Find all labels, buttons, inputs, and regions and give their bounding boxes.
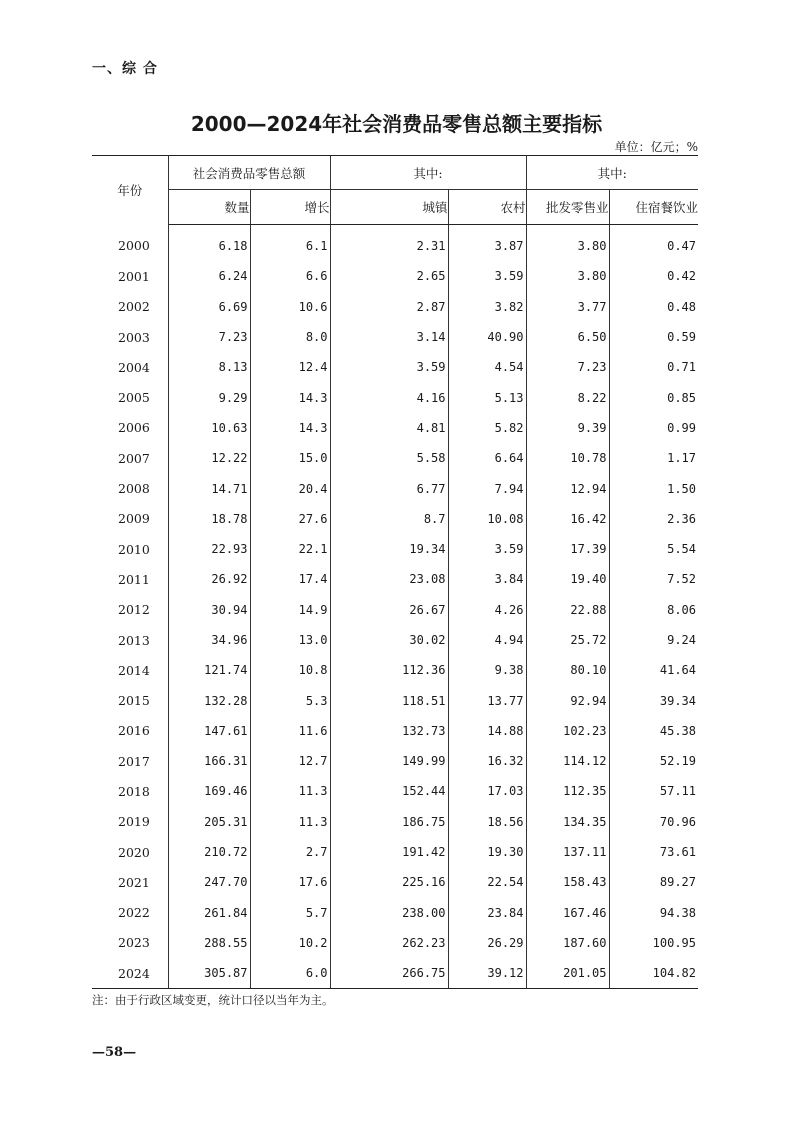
cell-year: 2013 — [92, 625, 168, 655]
cell-qty: 169.46 — [168, 776, 250, 806]
cell-year: 2002 — [92, 292, 168, 322]
cell-growth: 14.3 — [250, 413, 330, 443]
cell-hotel: 41.64 — [659, 663, 696, 678]
cell-urban: 262.23 — [330, 928, 448, 958]
cell-hotel: 8.06 — [667, 602, 696, 617]
cell-urban: 112.36 — [330, 655, 448, 685]
cell-year: 2006 — [92, 413, 168, 443]
cell-urban: 5.58 — [330, 443, 448, 473]
header-year: 年份 — [92, 156, 168, 225]
cell-hotel: 45.38 — [659, 723, 696, 738]
retail-sales-table — [92, 155, 698, 989]
cell-wholesale: 3.77 — [526, 292, 609, 322]
header-row-columns — [92, 190, 698, 225]
cell-qty: 210.72 — [168, 837, 250, 867]
header-wholesale: 批发零售业 — [526, 190, 609, 225]
cell-year: 2018 — [92, 776, 168, 806]
cell-qty: 305.87 — [168, 958, 250, 989]
cell-urban: 19.34 — [330, 534, 448, 564]
cell-hotel: 0.99 — [667, 420, 696, 435]
cell-rural: 9.38 — [448, 655, 526, 685]
cell-rural: 3.59 — [448, 261, 526, 291]
cell-growth: 5.3 — [250, 685, 330, 715]
cell-qty: 8.13 — [168, 352, 250, 382]
cell-wholesale: 6.50 — [526, 322, 609, 352]
cell-growth: 8.0 — [250, 322, 330, 352]
cell-urban: 149.99 — [330, 746, 448, 776]
cell-wholesale: 114.12 — [526, 746, 609, 776]
cell-rural: 40.90 — [448, 322, 526, 352]
table-row — [92, 928, 698, 958]
cell-rural: 7.94 — [448, 473, 526, 503]
cell-qty: 10.63 — [168, 413, 250, 443]
cell-qty: 18.78 — [168, 504, 250, 534]
cell-rural: 4.26 — [448, 595, 526, 625]
cell-year: 2003 — [92, 322, 168, 352]
cell-urban: 266.75 — [330, 958, 448, 989]
cell-wholesale: 17.39 — [526, 534, 609, 564]
cell-qty: 121.74 — [168, 655, 250, 685]
header-hotel: 住宿餐饮业 — [609, 190, 698, 225]
table-row — [92, 867, 698, 897]
table-row — [92, 898, 698, 928]
cell-growth: 15.0 — [250, 443, 330, 473]
cell-urban: 238.00 — [330, 898, 448, 928]
cell-wholesale: 12.94 — [526, 473, 609, 503]
table-row — [92, 292, 698, 322]
cell-urban: 118.51 — [330, 685, 448, 715]
cell-year: 2011 — [92, 564, 168, 594]
cell-qty: 26.92 — [168, 564, 250, 594]
cell-qty: 9.29 — [168, 382, 250, 412]
header-qty: 数量 — [168, 190, 250, 225]
cell-rural: 3.82 — [448, 292, 526, 322]
cell-rural: 5.13 — [448, 382, 526, 412]
cell-hotel: 89.27 — [659, 875, 696, 890]
cell-urban: 4.81 — [330, 413, 448, 443]
cell-urban: 8.7 — [330, 504, 448, 534]
table-row — [92, 625, 698, 655]
cell-qty: 34.96 — [168, 625, 250, 655]
cell-growth: 14.9 — [250, 595, 330, 625]
cell-qty: 147.61 — [168, 716, 250, 746]
section-label: 一、综 合 — [92, 61, 158, 77]
table-row — [92, 564, 698, 594]
cell-rural: 23.84 — [448, 898, 526, 928]
header-group-total: 社会消费品零售总额 — [168, 156, 330, 190]
cell-wholesale: 187.60 — [526, 928, 609, 958]
cell-wholesale: 9.39 — [526, 413, 609, 443]
cell-growth: 20.4 — [250, 473, 330, 503]
cell-rural: 4.94 — [448, 625, 526, 655]
cell-year: 2012 — [92, 595, 168, 625]
cell-rural: 3.59 — [448, 534, 526, 564]
cell-wholesale: 16.42 — [526, 504, 609, 534]
cell-year: 2022 — [92, 898, 168, 928]
cell-qty: 205.31 — [168, 807, 250, 837]
cell-growth: 13.0 — [250, 625, 330, 655]
cell-qty: 14.71 — [168, 473, 250, 503]
cell-rural: 3.84 — [448, 564, 526, 594]
cell-rural: 17.03 — [448, 776, 526, 806]
cell-rural: 39.12 — [448, 958, 526, 989]
cell-wholesale: 8.22 — [526, 382, 609, 412]
cell-year: 2017 — [92, 746, 168, 776]
table-row — [92, 716, 698, 746]
table-row — [92, 837, 698, 867]
cell-rural: 4.54 — [448, 352, 526, 382]
cell-year: 2001 — [92, 261, 168, 291]
cell-year: 2004 — [92, 352, 168, 382]
cell-wholesale: 19.40 — [526, 564, 609, 594]
cell-growth: 10.2 — [250, 928, 330, 958]
cell-urban: 152.44 — [330, 776, 448, 806]
cell-wholesale: 3.80 — [526, 225, 609, 262]
cell-year: 2023 — [92, 928, 168, 958]
cell-rural: 16.32 — [448, 746, 526, 776]
table-row — [92, 534, 698, 564]
cell-urban: 186.75 — [330, 807, 448, 837]
cell-growth: 6.0 — [250, 958, 330, 989]
cell-hotel: 100.95 — [652, 935, 696, 950]
header-group-area: 其中: — [330, 156, 526, 190]
cell-wholesale: 3.80 — [526, 261, 609, 291]
cell-rural: 14.88 — [448, 716, 526, 746]
header-growth: 增长 — [250, 190, 330, 225]
cell-year: 2019 — [92, 807, 168, 837]
cell-rural: 3.87 — [448, 225, 526, 262]
cell-wholesale: 158.43 — [526, 867, 609, 897]
cell-urban: 30.02 — [330, 625, 448, 655]
cell-rural: 18.56 — [448, 807, 526, 837]
cell-wholesale: 137.11 — [526, 837, 609, 867]
table-body — [92, 225, 698, 989]
table-row — [92, 595, 698, 625]
cell-wholesale: 22.88 — [526, 595, 609, 625]
cell-urban: 6.77 — [330, 473, 448, 503]
cell-urban: 26.67 — [330, 595, 448, 625]
cell-growth: 10.8 — [250, 655, 330, 685]
table-row — [92, 685, 698, 715]
unit-label: 单位：亿元；% — [614, 140, 698, 154]
cell-growth: 22.1 — [250, 534, 330, 564]
cell-urban: 225.16 — [330, 867, 448, 897]
cell-urban: 2.31 — [330, 225, 448, 262]
cell-urban: 2.87 — [330, 292, 448, 322]
cell-year: 2015 — [92, 685, 168, 715]
cell-wholesale: 102.23 — [526, 716, 609, 746]
cell-hotel: 57.11 — [659, 784, 696, 799]
cell-wholesale: 112.35 — [526, 776, 609, 806]
table-row — [92, 655, 698, 685]
cell-hotel: 0.85 — [667, 390, 696, 405]
cell-rural: 5.82 — [448, 413, 526, 443]
cell-growth: 12.4 — [250, 352, 330, 382]
table-row — [92, 473, 698, 503]
cell-hotel: 7.52 — [667, 572, 696, 587]
cell-wholesale: 10.78 — [526, 443, 609, 473]
cell-wholesale: 92.94 — [526, 685, 609, 715]
cell-rural: 13.77 — [448, 685, 526, 715]
cell-year: 2024 — [92, 958, 168, 989]
cell-year: 2010 — [92, 534, 168, 564]
header-row-group — [92, 156, 698, 190]
table-row — [92, 504, 698, 534]
table-row — [92, 382, 698, 412]
cell-growth: 11.3 — [250, 807, 330, 837]
cell-growth: 27.6 — [250, 504, 330, 534]
cell-rural: 6.64 — [448, 443, 526, 473]
table-row — [92, 352, 698, 382]
table-row — [92, 261, 698, 291]
cell-qty: 6.18 — [168, 225, 250, 262]
footnote: 注：由于行政区域变更，统计口径以当年为主。 — [92, 993, 334, 1007]
cell-wholesale: 201.05 — [526, 958, 609, 989]
cell-wholesale: 7.23 — [526, 352, 609, 382]
cell-year: 2021 — [92, 867, 168, 897]
page-title: 2000—2024年社会消费品零售总额主要指标 — [190, 112, 603, 136]
cell-hotel: 104.82 — [609, 958, 698, 989]
cell-wholesale: 80.10 — [526, 655, 609, 685]
cell-urban: 2.65 — [330, 261, 448, 291]
cell-urban: 4.16 — [330, 382, 448, 412]
cell-rural: 19.30 — [448, 837, 526, 867]
table-row — [92, 443, 698, 473]
cell-growth: 11.6 — [250, 716, 330, 746]
cell-year: 2009 — [92, 504, 168, 534]
cell-urban: 191.42 — [330, 837, 448, 867]
cell-qty: 166.31 — [168, 746, 250, 776]
table-row — [92, 413, 698, 443]
cell-growth: 2.7 — [250, 837, 330, 867]
cell-wholesale: 134.35 — [526, 807, 609, 837]
cell-hotel: 0.42 — [667, 269, 696, 284]
cell-hotel: 0.48 — [667, 299, 696, 314]
header-urban: 城镇 — [330, 190, 448, 225]
cell-urban: 23.08 — [330, 564, 448, 594]
cell-qty: 30.94 — [168, 595, 250, 625]
cell-urban: 3.59 — [330, 352, 448, 382]
cell-year: 2005 — [92, 382, 168, 412]
cell-hotel: 5.54 — [667, 542, 696, 557]
cell-year: 2000 — [92, 225, 168, 262]
cell-hotel: 70.96 — [659, 814, 696, 829]
cell-qty: 6.69 — [168, 292, 250, 322]
cell-rural: 10.08 — [448, 504, 526, 534]
cell-growth: 14.3 — [250, 382, 330, 412]
cell-hotel: 2.36 — [667, 511, 696, 526]
table-row — [92, 225, 698, 262]
cell-qty: 288.55 — [168, 928, 250, 958]
cell-growth: 6.1 — [250, 225, 330, 262]
cell-qty: 7.23 — [168, 322, 250, 352]
cell-qty: 6.24 — [168, 261, 250, 291]
cell-year: 2014 — [92, 655, 168, 685]
table-row — [92, 958, 698, 989]
cell-qty: 247.70 — [168, 867, 250, 897]
table-row — [92, 807, 698, 837]
cell-growth: 10.6 — [250, 292, 330, 322]
cell-rural: 26.29 — [448, 928, 526, 958]
cell-qty: 22.93 — [168, 534, 250, 564]
cell-year: 2020 — [92, 837, 168, 867]
cell-hotel: 52.19 — [659, 754, 696, 769]
cell-year: 2016 — [92, 716, 168, 746]
cell-growth: 11.3 — [250, 776, 330, 806]
cell-urban: 132.73 — [330, 716, 448, 746]
cell-growth: 12.7 — [250, 746, 330, 776]
cell-hotel: 1.17 — [667, 451, 696, 466]
cell-hotel: 0.71 — [667, 360, 696, 375]
cell-hotel: 9.24 — [667, 633, 696, 647]
cell-wholesale: 25.72 — [526, 625, 609, 655]
table-row — [92, 322, 698, 352]
cell-hotel: 0.47 — [667, 239, 696, 254]
cell-hotel: 0.59 — [667, 330, 696, 345]
cell-qty: 261.84 — [168, 898, 250, 928]
cell-growth: 17.6 — [250, 867, 330, 897]
cell-qty: 12.22 — [168, 443, 250, 473]
cell-year: 2008 — [92, 473, 168, 503]
header-group-industry: 其中: — [526, 156, 698, 190]
cell-year: 2007 — [92, 443, 168, 473]
table-row — [92, 746, 698, 776]
cell-growth: 6.6 — [250, 261, 330, 291]
cell-growth: 5.7 — [250, 898, 330, 928]
cell-hotel: 94.38 — [659, 905, 696, 920]
header-rural: 农村 — [448, 190, 526, 225]
cell-hotel: 1.50 — [667, 481, 696, 496]
page-number: —58— — [92, 1045, 137, 1060]
cell-hotel: 73.61 — [659, 845, 696, 860]
table-row — [92, 776, 698, 806]
cell-urban: 3.14 — [330, 322, 448, 352]
cell-hotel: 39.34 — [659, 693, 696, 708]
cell-wholesale: 167.46 — [526, 898, 609, 928]
cell-rural: 22.54 — [448, 867, 526, 897]
cell-qty: 132.28 — [168, 685, 250, 715]
cell-growth: 17.4 — [250, 564, 330, 594]
